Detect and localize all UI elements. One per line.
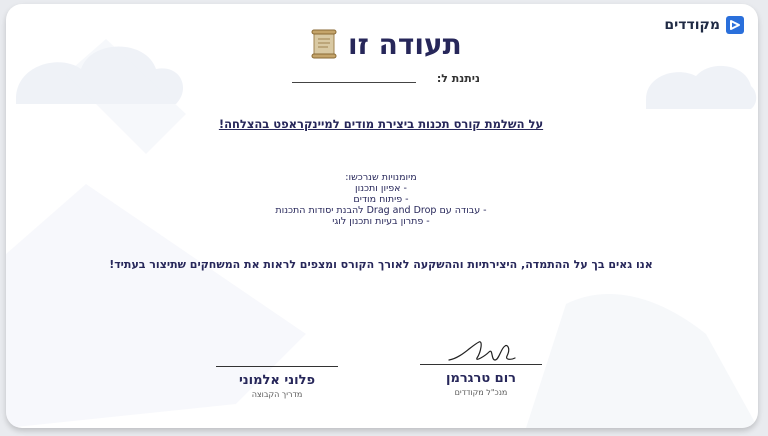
- signature-blank-area: [212, 340, 342, 366]
- signature-line: [420, 364, 542, 365]
- signature-line: [216, 366, 338, 367]
- skill-item: - פיתוח מודים: [353, 194, 409, 205]
- signer-role: מדריך הקבוצה: [251, 390, 303, 399]
- course-completion-text: על השלמת קורס תכנות ביצירת מודים למיינקראפט בהצלחה!: [218, 117, 544, 131]
- skills-heading: מיומנויות שנרכשו:: [345, 172, 417, 183]
- signature-left: [212, 340, 342, 399]
- skill-item: - אפיון ותכנון: [355, 183, 407, 194]
- skill-item: - עבודה עם Drag and Drop להבנת יסודות התכנות: [275, 205, 487, 216]
- skills-section: [206, 172, 556, 227]
- signer-name: פלוני אלמוני: [238, 373, 316, 388]
- recipient-row: [292, 72, 480, 85]
- scroll-icon: [310, 29, 338, 59]
- given-to-label: ניתנת ל:: [436, 72, 480, 85]
- brand-name: מקודדים: [664, 17, 720, 33]
- signer-role: מנכ"ל מקודדים: [454, 388, 508, 397]
- handwritten-signature: [441, 338, 521, 364]
- signature-right: [416, 338, 546, 397]
- skill-item: - פתרון בעיות ותכנון לוגי: [332, 216, 430, 227]
- certificate-title: [6, 28, 758, 61]
- closing-message: אנו גאים בך על ההתמדה, היצירתיות וההשקעה לאורך הקורס ומצפים לראות את המשחקים שתיצור בעתיד!: [109, 258, 653, 271]
- certificate-card: [6, 4, 758, 428]
- signer-name: רום טרגרמן: [445, 371, 517, 386]
- recipient-name-line: [292, 74, 416, 83]
- title-text: תעודה זו: [348, 28, 462, 61]
